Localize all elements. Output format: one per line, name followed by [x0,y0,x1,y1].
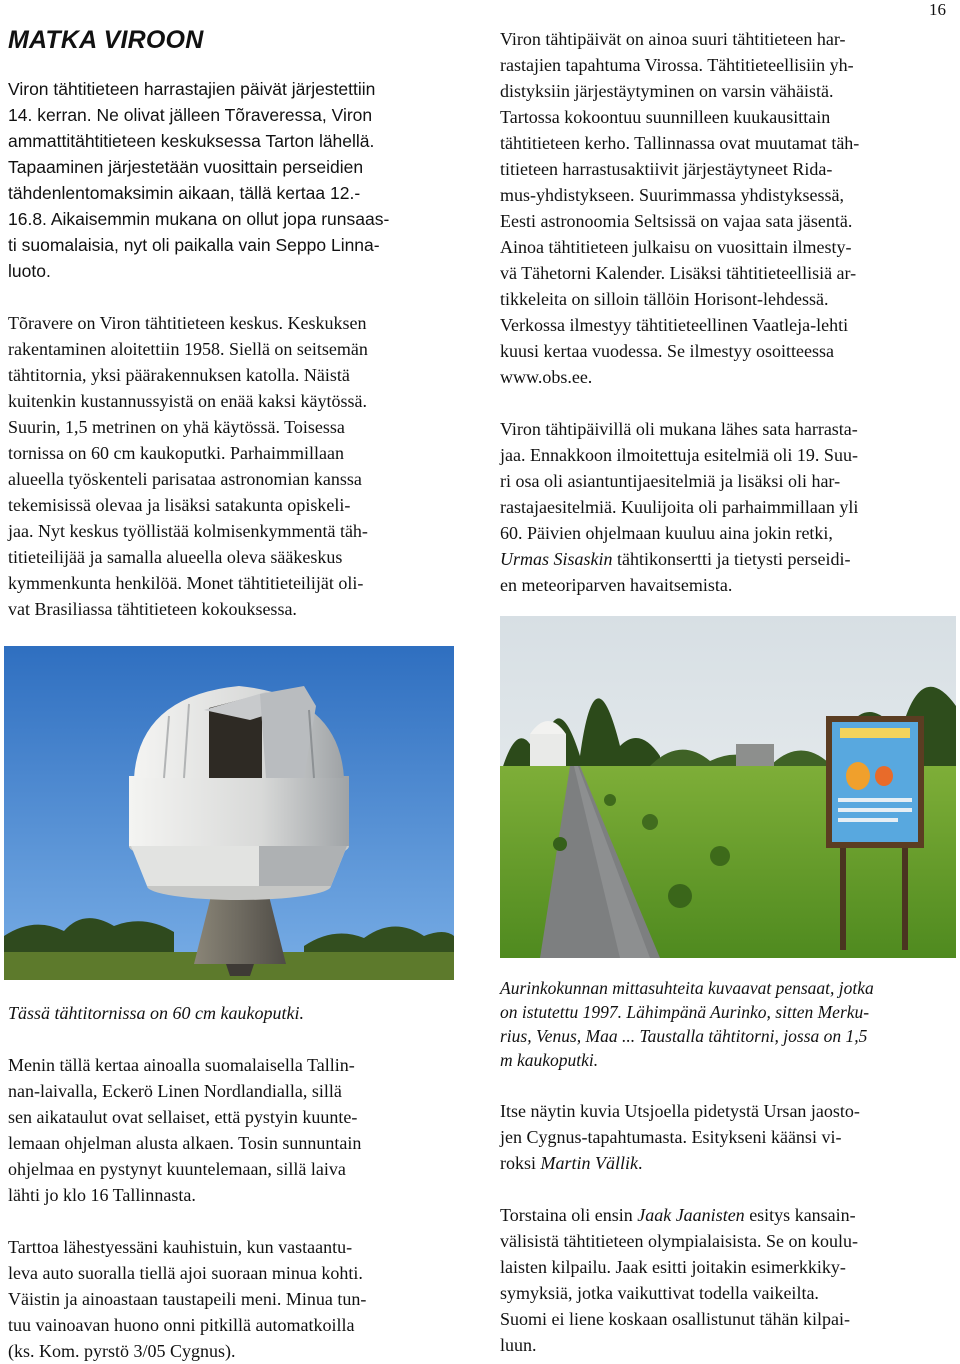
olympiad-paragraph: Torstaina oli ensin Jaak Jaanisten esitys kansain- välisistä tähtitieteen olympialaisista. Se on koulu- laisten kilpailu. Jaak esitti joitakin esimerkkiky- symyksiä, jotka vaikuttivat todella vaikeilta. Suomi ei liene koskaan osallistunut tähän kilpai- luun. [500,1205,858,1355]
person-name-jaak: Jaak Jaanisten [637,1205,745,1225]
star-days-paragraph: Viron tähtipäivillä oli mukana lähes sata harrasta- jaa. Ennakkoon ilmoitettuja esitelmiä oli 19. Suu- ri osa oli asiantuntijaesitelmiä ja lisäksi oli har- rastajaesitelmiä. Kuulijoita oli parhaimmillaan yli 60. Päivien ohjelmaan kuuluu aina jokin retki, Urmas Sisaskin tähtikonsertti ja tietysti perseidi- en meteoriparven havaitsemista. [500,419,859,595]
dome-photo-caption: Tässä tähtitornissa on 60 cm kaukoputki. [8,1003,304,1023]
page-number: 16 [929,0,946,19]
tartu-road-paragraph: Tarttoa lähestyessäni kauhistuin, kun vastaantu- leva auto suoralla tiellä ajoi suoraan minua kohti. Väistin ja ainoastaan taustapeili meni. Minua tun- tuu vainoavan huono onni pitkillä automatkoilla (ks. Kom. pyrstö 3/05 Cygnus). [8,1237,367,1361]
intro-paragraph: Viron tähtitieteen harrastajien päivät järjestettiin 14. kerran. Ne olivat jälleen Tõraveressa, Viron ammattitähtitieteen keskuksessa Tarton lähellä. Tapaaminen järjestetään vuosittain perseidien tähdenlentomaksimin aikaan, tällä kertaa 12.- 16.8. Aikaisemmin mukana on ollut jopa runsaas- ti suomalaisia, nyt oli paikalla vain Seppo Linna- luoto. [8,79,390,281]
toravere-paragraph: Tõravere on Viron tähtitieteen keskus. Keskuksen rakentaminen aloitettiin 1958. Siellä on seitsemän tähtitornia, yksi päärakennuksen katolla. Näistä kuitenkin kustannussyistä on enää kaksi käytössä. Suurin, 1,5 metrinen on yhä käytössä. Toisessa tornissa on 60 cm kaukoputki. Parhaimmillaan alueella työskenteli parisataa astronomian kanssa tekemisissä olevaa ja lisäksi satakunta opiskeli- jaa. Nyt keskus työllistää kolmisenkymmentä täh- titieteilijää ja samalla alueella oleva sääkeskus kymmenkunta henkilöä. Monet tähtitieteilijät oli- vat Brasiliassa tähtitieteen kokouksessa. [8,313,368,619]
observatory-dome-image [4,646,454,980]
path-photo-caption: Aurinkokunnan mittasuhteita kuvaavat pensaat, jotka on istutettu 1997. Lähimpänä Aurinko, sitten Merku- rius, Venus, Maa ... Taustalla tähtitorni, jossa on 1,5 m kaukoputki. [500,978,874,1070]
right-column-top [500,26,946,598]
observatory-path-sign-photo [500,616,956,958]
observatory-dome-photo [4,646,454,980]
left-column-top [8,26,454,622]
person-name-urmas: Urmas Sisaskin [500,549,613,569]
ferry-paragraph: Menin tällä kertaa ainoalla suomalaisella Tallin- nan-laivalla, Eckerö Linen Nordlandialla, sillä sen aikataulut ovat sellaiset, että pystyin kuunte- lemaan ohjelman alusta alkaen. Tosin sunnuntain ohjelmaa en pystynyt kuuntelemaan, sillä laiva lähti jo klo 16 Tallinnasta. [8,1055,362,1205]
societies-paragraph: Viron tähtipäivät on ainoa suuri tähtitieteen har- rastajien tapahtuma Virossa. Tähtitieteellisiin yh- distyksiin järjestäytyminen on varsin vähäistä. Tartossa kokoontuu suunnilleen kuukausittain tähtitieteen kerho. Tallinnassa ovat muutamat täh- titieteen harrastusaktiivit järjestäytyneet Rida- mus-yhdistykseen. Suurimmassa yhdistyksessä, Eesti astronoomia Seltsissä on vajaa sata jäsentä. Ainoa tähtitieteen julkaisu on vuosittain ilmesty- vä Tähetorni Kalender. Lisäksi tähtitieteellisiä ar- tikkeleita on silloin tällöin Horisont-lehdessä. Verkossa ilmestyy tähtitieteellinen Vaatleja-lehti kuusi kertaa vuodessa. Se ilmestyy osoitteessa www.obs.ee. [500,29,860,387]
right-column-bottom [500,976,946,1358]
utsjoki-paragraph: Itse näytin kuvia Utsjoella pidetystä Ursan jaosto- jen Cygnus-tapahtumasta. Esitykseni käänsi vi- roksi Martin Vällik. [500,1101,860,1173]
article-title: MATKA VIROON [8,26,204,54]
person-name-martin: Martin Vällik [540,1153,638,1173]
left-column-bottom [8,1000,454,1364]
observatory-path-image [500,616,956,958]
